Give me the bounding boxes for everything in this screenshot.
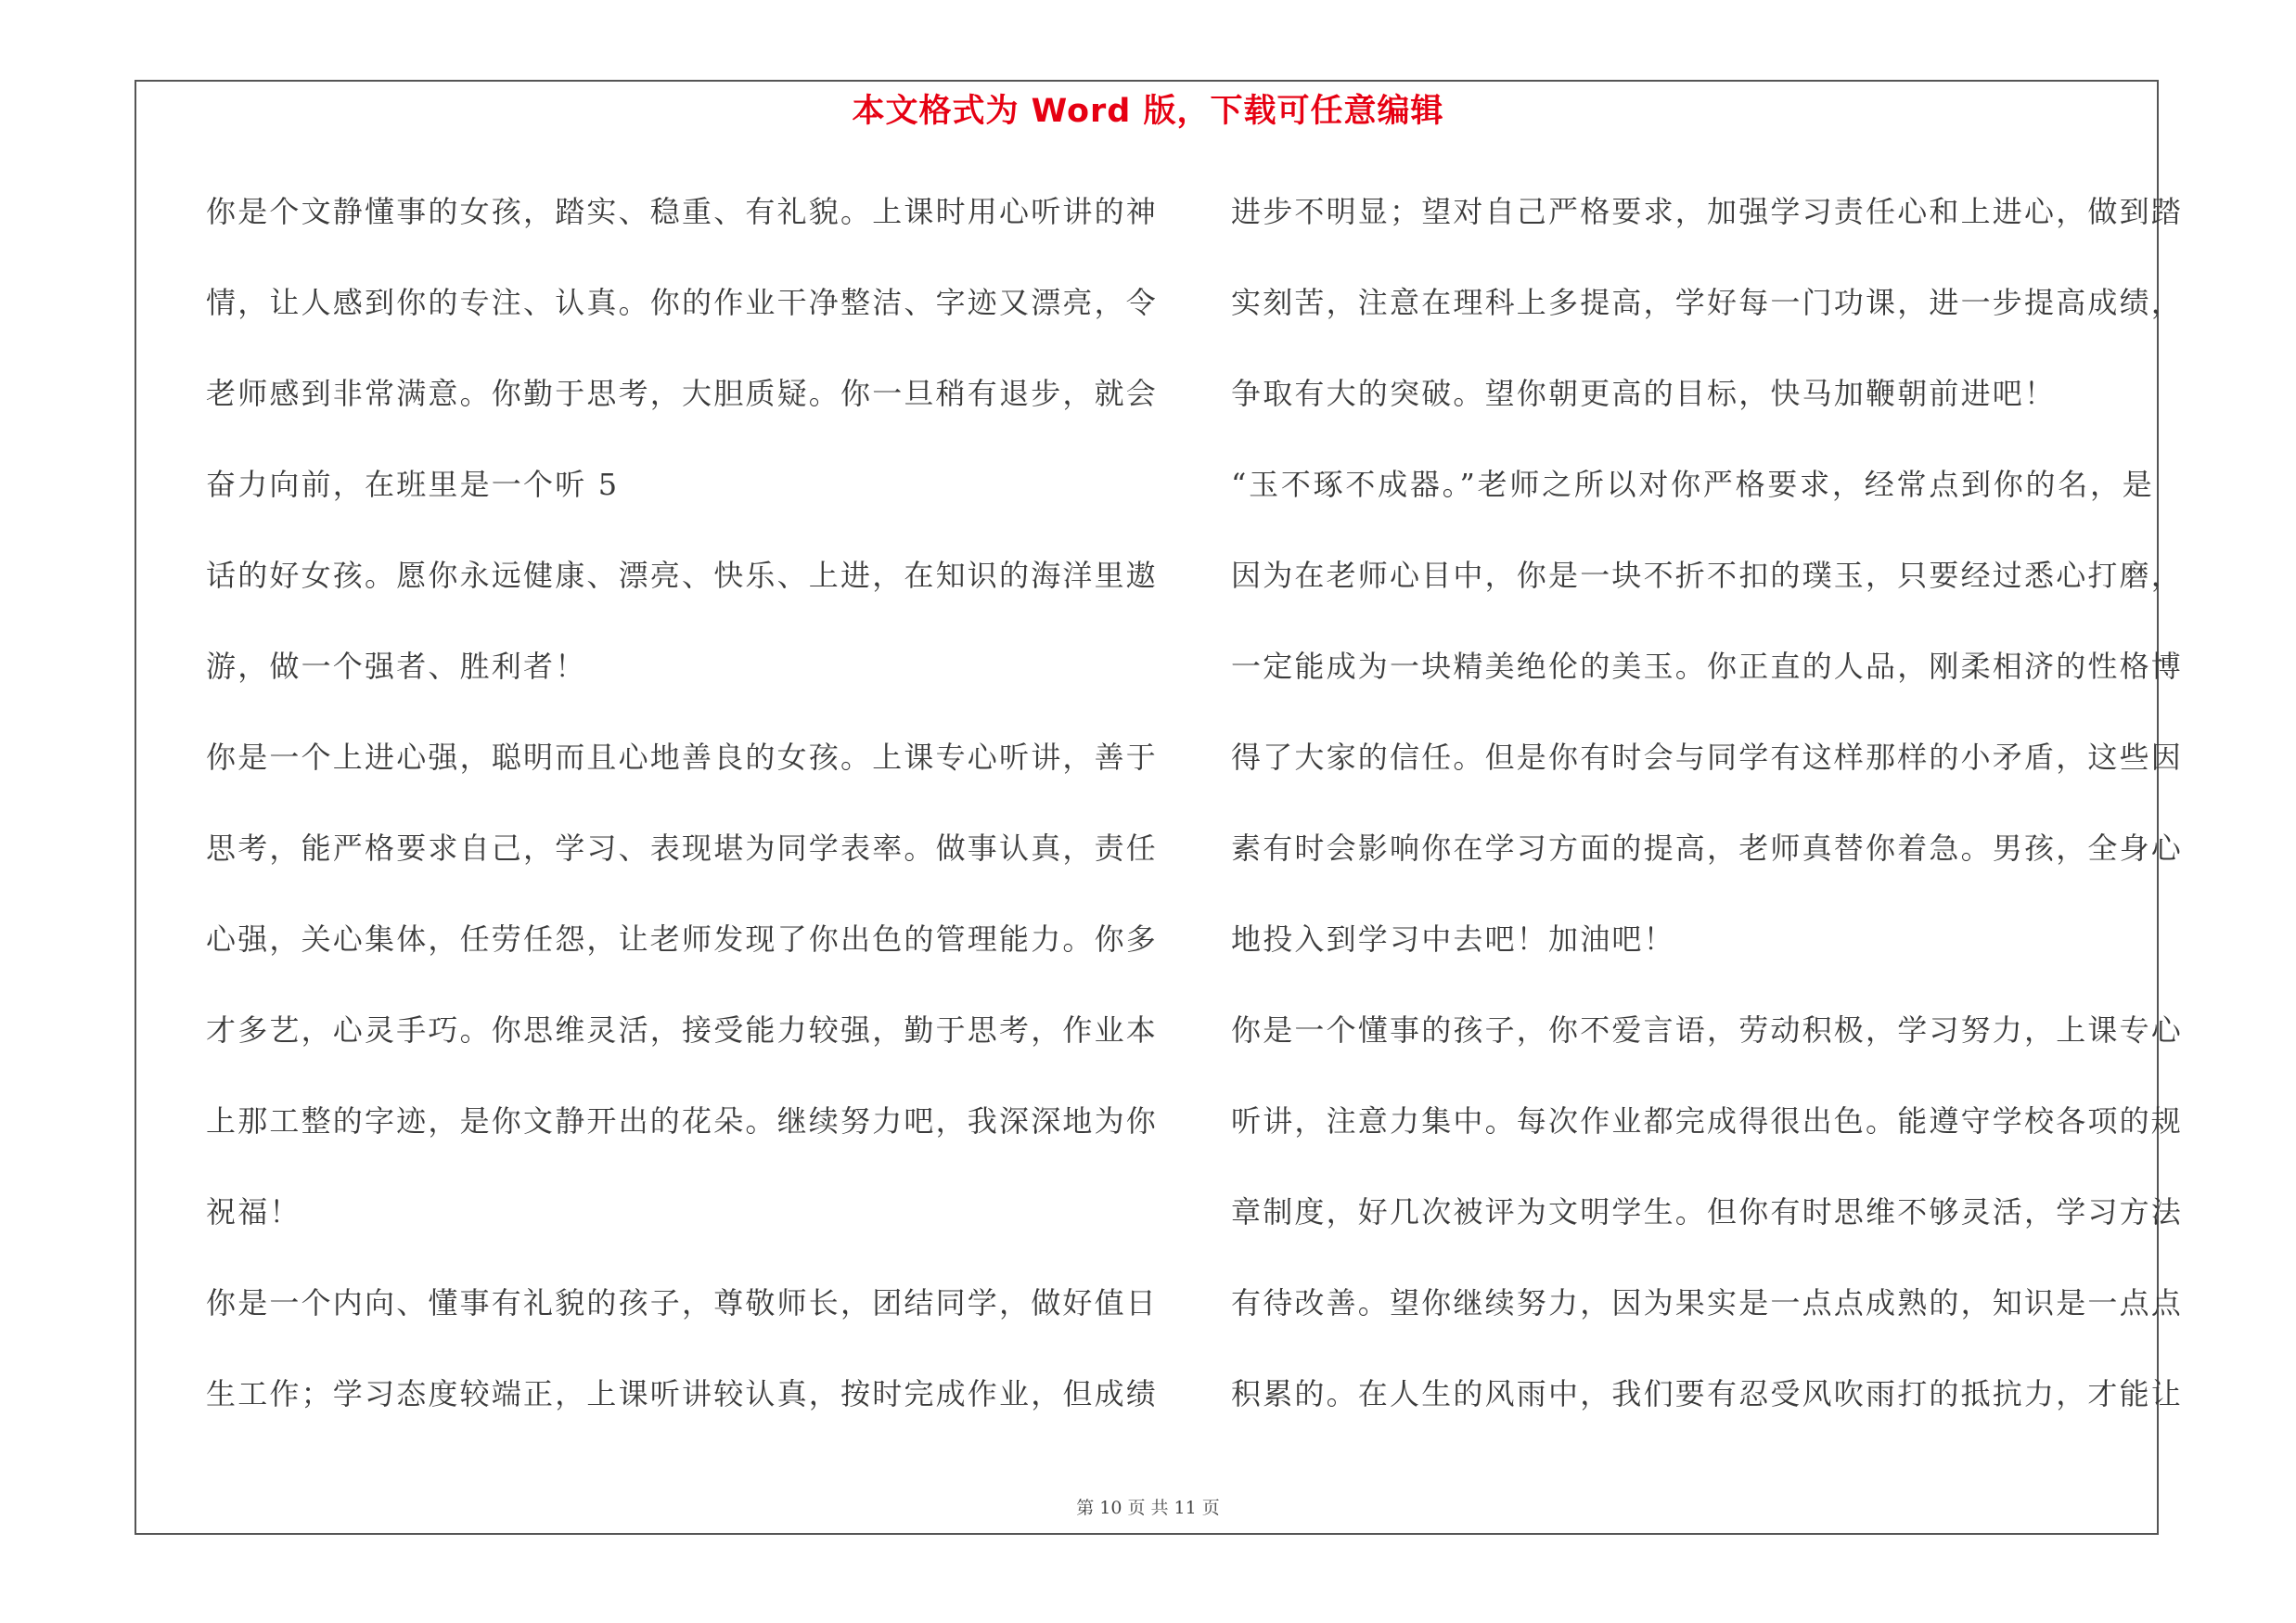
text-line: 老师感到非常满意。你勤于思考，大胆质疑。你一旦稍有退步，就会 <box>206 376 1159 411</box>
text-line: 你是一个内向、懂事有礼貌的孩子，尊敬师长，团结同学，做好值日 <box>206 1285 1159 1320</box>
text-line: 积累的。在人生的风雨中，我们要有忍受风吹雨打的抵抗力，才能让 <box>1231 1376 2184 1411</box>
text-line: 话的好女孩。愿你永远健康、漂亮、快乐、上进，在知识的海洋里遨 <box>206 558 1159 593</box>
text-line: 思考，能严格要求自己，学习、表现堪为同学表率。做事认真，责任 <box>206 831 1159 866</box>
text-line: 章制度，好几次被评为文明学生。但你有时思维不够灵活，学习方法 <box>1231 1194 2184 1230</box>
text-line: 实刻苦，注意在理科上多提高，学好每一门功课，进一步提高成绩， <box>1231 285 2184 320</box>
text-line: 素有时会影响你在学习方面的提高，老师真替你着急。男孩，全身心 <box>1231 831 2184 866</box>
text-line: 情，让人感到你的专注、认真。你的作业干净整洁、字迹又漂亮，令 <box>206 285 1159 320</box>
text-line: 争取有大的突破。望你朝更高的目标，快马加鞭朝前进吧！ <box>1231 376 2057 411</box>
text-line: 因为在老师心目中，你是一块不折不扣的璞玉，只要经过悉心打磨， <box>1231 558 2184 593</box>
text-line: 你是一个懂事的孩子，你不爱言语，劳动积极，学习努力，上课专心 <box>1231 1012 2184 1048</box>
text-line: 你是个文静懂事的女孩，踏实、稳重、有礼貌。上课时用心听讲的神 <box>206 194 1159 229</box>
text-line: 游，做一个强者、胜利者！ <box>206 649 587 684</box>
text-line: 有待改善。望你继续努力，因为果实是一点点成熟的，知识是一点点 <box>1231 1285 2184 1320</box>
text-line: 生工作；学习态度较端正，上课听讲较认真，按时完成作业，但成绩 <box>206 1376 1159 1411</box>
left-text-column <box>206 183 1159 1456</box>
text-line: 上那工整的字迹，是你文静开出的花朵。继续努力吧，我深深地为你 <box>206 1103 1159 1139</box>
text-line: 地投入到学习中去吧！加油吧！ <box>1231 921 1675 957</box>
text-line: 得了大家的信任。但是你有时会与同学有这样那样的小矛盾，这些因 <box>1231 740 2184 775</box>
text-line: 心强，关心集体，任劳任怨，让老师发现了你出色的管理能力。你多 <box>206 921 1159 957</box>
text-line: 才多艺，心灵手巧。你思维灵活，接受能力较强，勤于思考，作业本 <box>206 1012 1159 1048</box>
text-line: 一定能成为一块精美绝伦的美玉。你正直的人品，刚柔相济的性格博 <box>1231 649 2184 684</box>
text-line: 听讲，注意力集中。每次作业都完成得很出色。能遵守学校各项的规 <box>1231 1103 2184 1139</box>
text-line: “玉不琢不成器。”老师之所以对你严格要求，经常点到你的名，是 <box>1231 467 2154 502</box>
text-line: 进步不明显；望对自己严格要求，加强学习责任心和上进心，做到踏 <box>1231 194 2184 229</box>
right-text-column <box>1231 183 2184 1456</box>
format-banner: 本文格式为 Word 版，下载可任意编辑 <box>852 93 1444 130</box>
page-number-footer: 第 10 页 共 11 页 <box>1076 1498 1220 1518</box>
text-line: 祝福！ <box>206 1194 301 1230</box>
text-line: 奋力向前，在班里是一个听 5 <box>206 467 620 502</box>
text-line: 你是一个上进心强，聪明而且心地善良的女孩。上课专心听讲，善于 <box>206 740 1159 775</box>
